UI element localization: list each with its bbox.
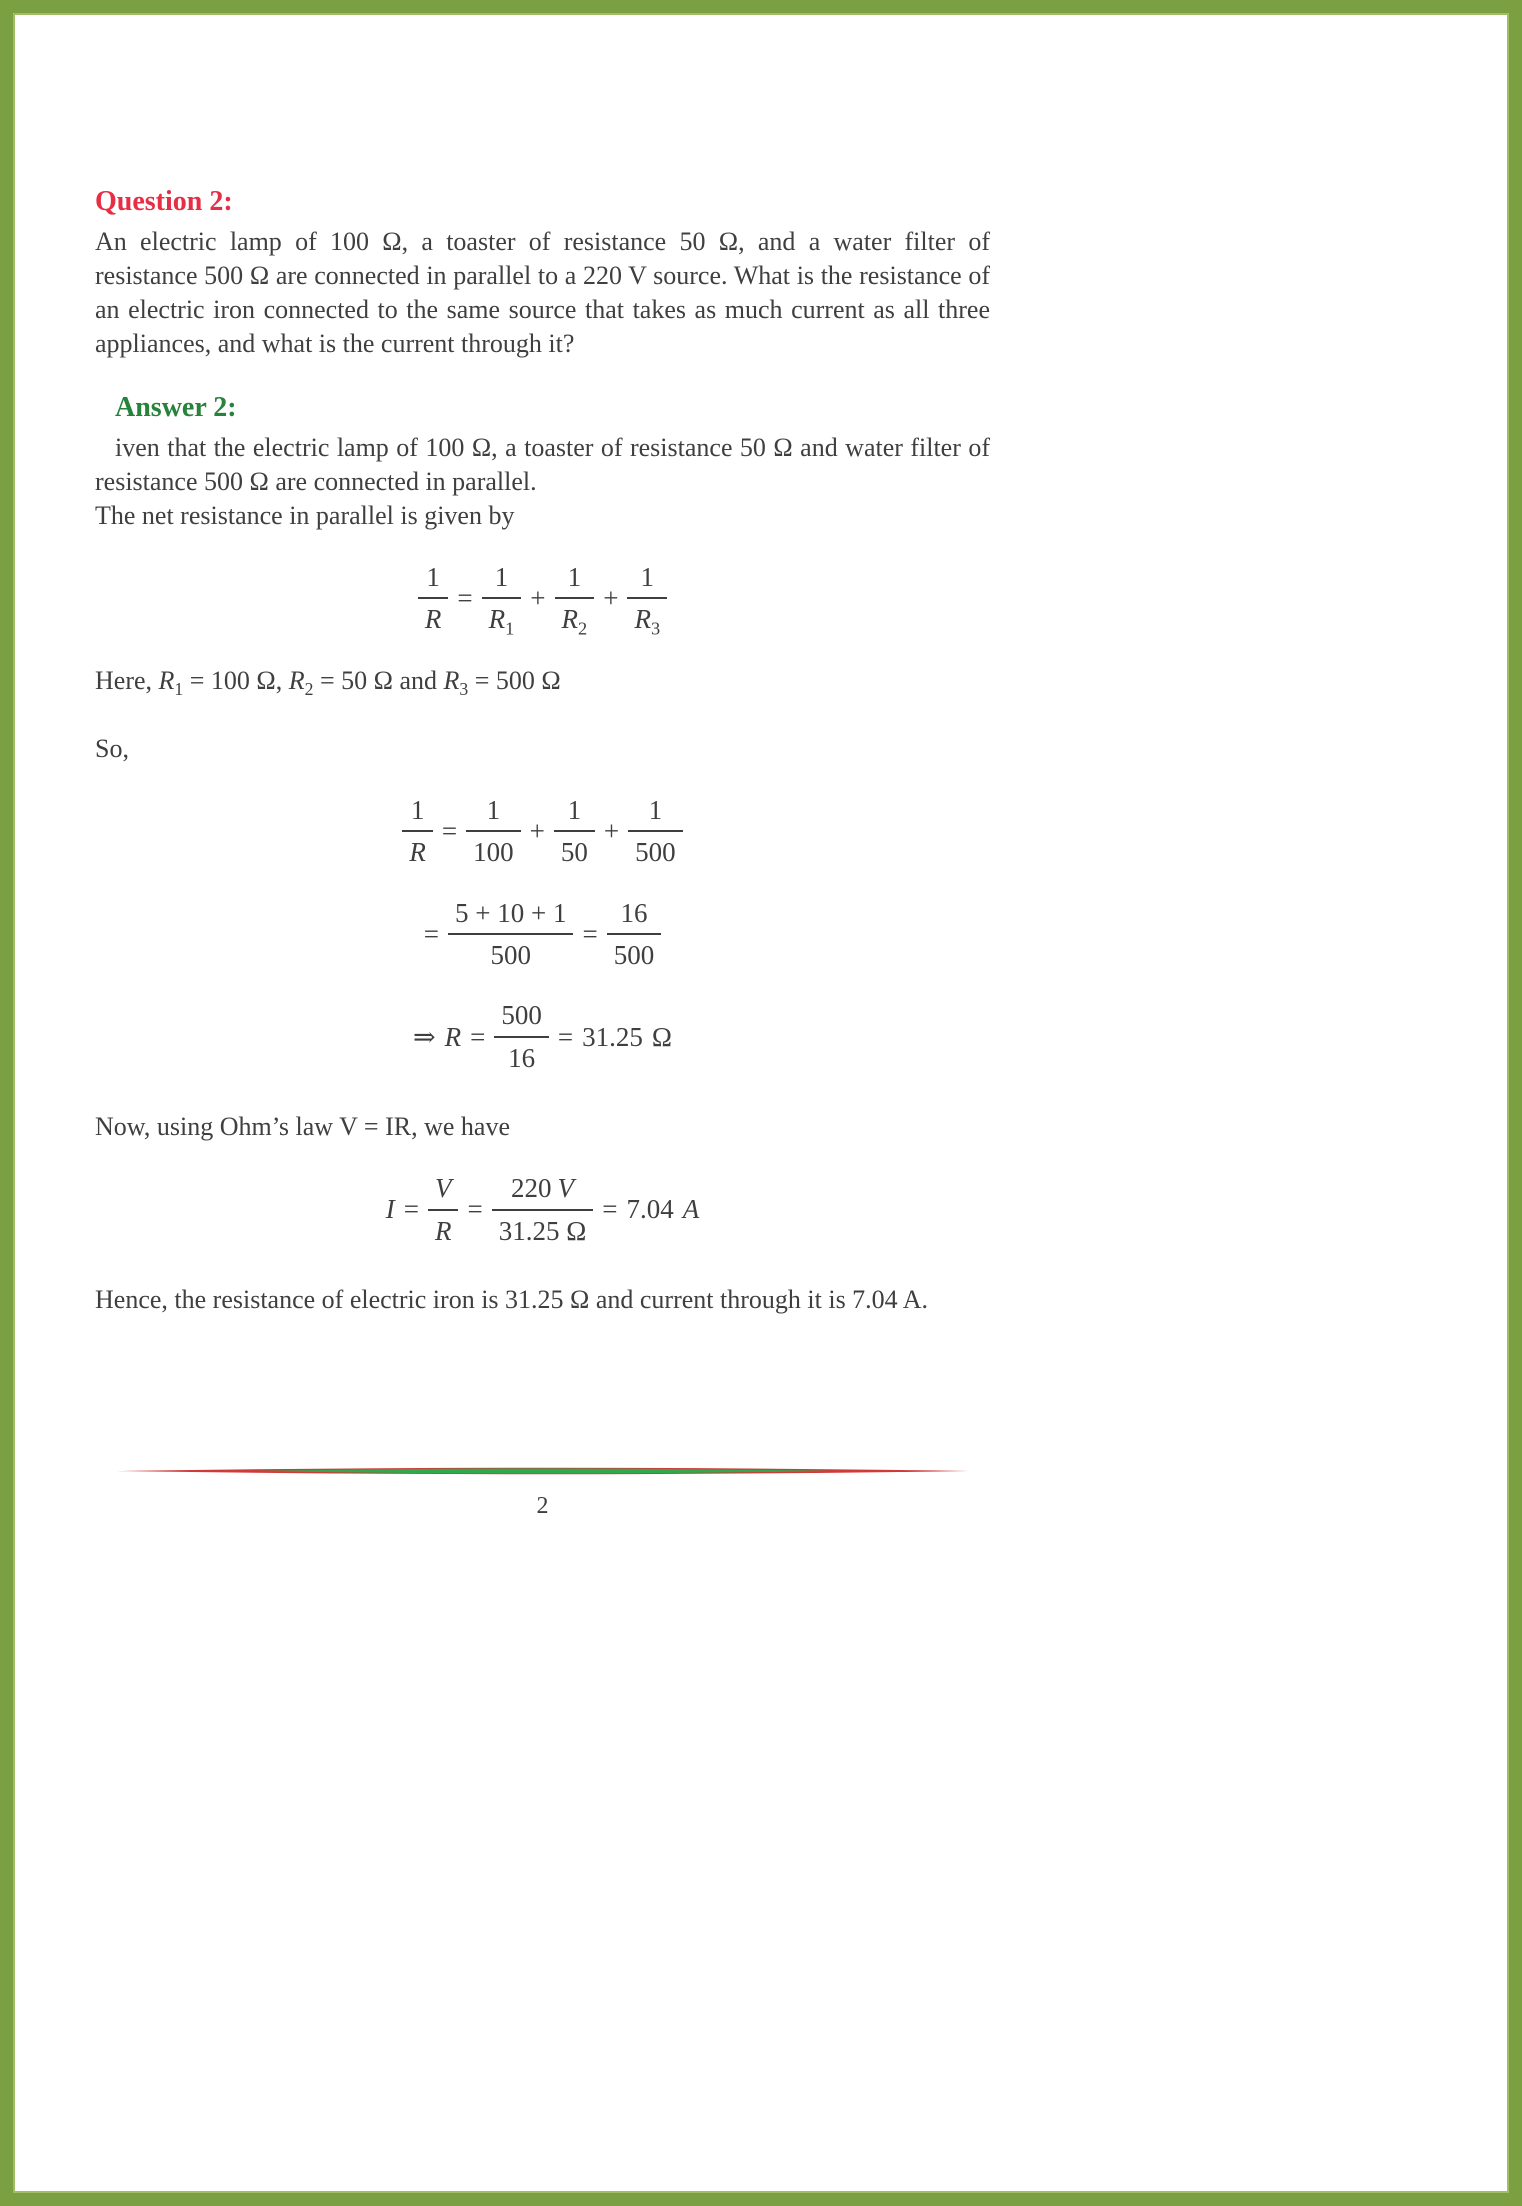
equation-combined	[95, 897, 990, 972]
fraction	[402, 794, 433, 869]
here-line	[95, 664, 990, 698]
fraction	[418, 561, 449, 636]
denominator: R	[418, 597, 449, 635]
net-resistance-intro: The net resistance in parallel is given by	[95, 501, 515, 530]
fraction	[428, 1172, 459, 1247]
numerator: 16	[620, 897, 648, 928]
fraction	[448, 897, 573, 972]
plus-sign: +	[603, 583, 619, 614]
numerator: 5 + 10 + 1	[455, 897, 567, 928]
content-column	[95, 13, 990, 1317]
subscript: 3	[459, 678, 469, 699]
fraction	[555, 561, 595, 639]
answer-heading: Answer 2:	[115, 392, 237, 423]
numerator	[492, 1172, 594, 1208]
variable: R	[288, 665, 305, 695]
variable: R	[561, 604, 579, 635]
fraction	[492, 1172, 594, 1247]
divider-ornament	[95, 1463, 990, 1479]
result-value: 31.25	[582, 1021, 643, 1052]
question-body: An electric lamp of 100 Ω, a toaster of resistance 50 Ω, and a water filter of resistance 500 Ω are connected in parallel to a 220 V source. What is the resistance of an electric iron connected to the same source that takes as much current as all three appliances, and what is the current through it?	[95, 227, 990, 358]
denominator: 500	[607, 933, 662, 971]
text-segment: Here,	[95, 665, 159, 695]
denominator	[555, 597, 595, 639]
text-segment: = 100 Ω,	[183, 665, 289, 695]
variable: R	[634, 604, 651, 635]
answer-given-text: iven that the electric lamp of 100 Ω, a toaster of resistance 50 Ω and water filter of resistance 500 Ω are connected in parallel.	[95, 433, 990, 496]
equals-sign: =	[403, 1194, 419, 1225]
equation-substituted	[95, 794, 990, 869]
numerator: 500	[501, 1000, 542, 1031]
implies-arrow: ⇒	[413, 1021, 436, 1052]
equals-sign: =	[557, 1021, 574, 1052]
equals-sign: =	[467, 1194, 483, 1225]
subscript: 3	[650, 618, 661, 639]
denominator	[482, 597, 522, 639]
denominator: 500	[628, 830, 683, 868]
denominator: 100	[466, 830, 521, 868]
result-value: 7.04	[626, 1194, 674, 1225]
numerator: 1	[426, 562, 440, 592]
denominator: 16	[494, 1036, 549, 1074]
value: 220	[510, 1173, 552, 1204]
equation-parallel-general	[95, 561, 990, 639]
fraction	[494, 999, 549, 1074]
numerator: 1	[494, 562, 509, 592]
equals-sign: =	[602, 1194, 618, 1225]
unit: V	[557, 1173, 574, 1204]
denominator: 50	[554, 830, 595, 868]
text-segment: = 50 Ω and	[313, 665, 444, 695]
denominator: R	[402, 830, 433, 868]
equals-sign: =	[470, 1021, 486, 1052]
conclusion-line: Hence, the resistance of electric iron is 31.25 Ω and current through it is 7.04 A.	[95, 1284, 929, 1314]
variable: R	[444, 1021, 462, 1052]
plus-sign: +	[529, 815, 545, 846]
fraction	[554, 794, 595, 869]
equals-sign: =	[582, 918, 598, 949]
fraction	[466, 794, 521, 869]
variable: R	[158, 665, 175, 695]
equation-result-resistance	[95, 999, 990, 1074]
subscript: 2	[304, 678, 314, 699]
numerator: 1	[567, 794, 582, 825]
result-unit: Ω	[651, 1021, 672, 1052]
denominator: 500	[448, 933, 573, 971]
subscript: 1	[174, 678, 184, 699]
equals-sign: =	[441, 815, 458, 846]
variable: I	[385, 1194, 395, 1225]
numerator: 1	[640, 562, 655, 592]
plus-sign: +	[530, 583, 546, 614]
denominator: 31.25 Ω	[492, 1209, 594, 1247]
variable: R	[488, 604, 506, 635]
numerator: V	[434, 1173, 452, 1204]
equals-sign: =	[423, 918, 440, 949]
fraction	[607, 897, 662, 972]
numerator: 1	[410, 794, 425, 825]
so-line: So,	[95, 733, 129, 763]
fraction	[482, 561, 522, 639]
fraction	[628, 794, 683, 869]
page-number: 2	[536, 1493, 549, 1519]
subscript: 1	[505, 618, 515, 639]
numerator: 1	[648, 794, 663, 825]
denominator	[627, 597, 667, 639]
ohm-law-line: Now, using Ohm’s law V = IR, we have	[95, 1112, 510, 1142]
equals-sign: =	[457, 583, 473, 614]
subscript: 2	[578, 618, 588, 639]
denominator: R	[428, 1209, 459, 1247]
divider-ornament-svg	[113, 1463, 973, 1479]
fraction	[627, 561, 667, 639]
numerator: 1	[486, 794, 501, 825]
result-unit: A	[682, 1194, 700, 1225]
numerator: 1	[567, 562, 582, 592]
text-segment: = 500 Ω	[468, 665, 561, 695]
variable: R	[443, 665, 460, 695]
equation-current	[95, 1172, 990, 1247]
question-heading: Question 2:	[95, 186, 233, 217]
plus-sign: +	[603, 815, 620, 846]
